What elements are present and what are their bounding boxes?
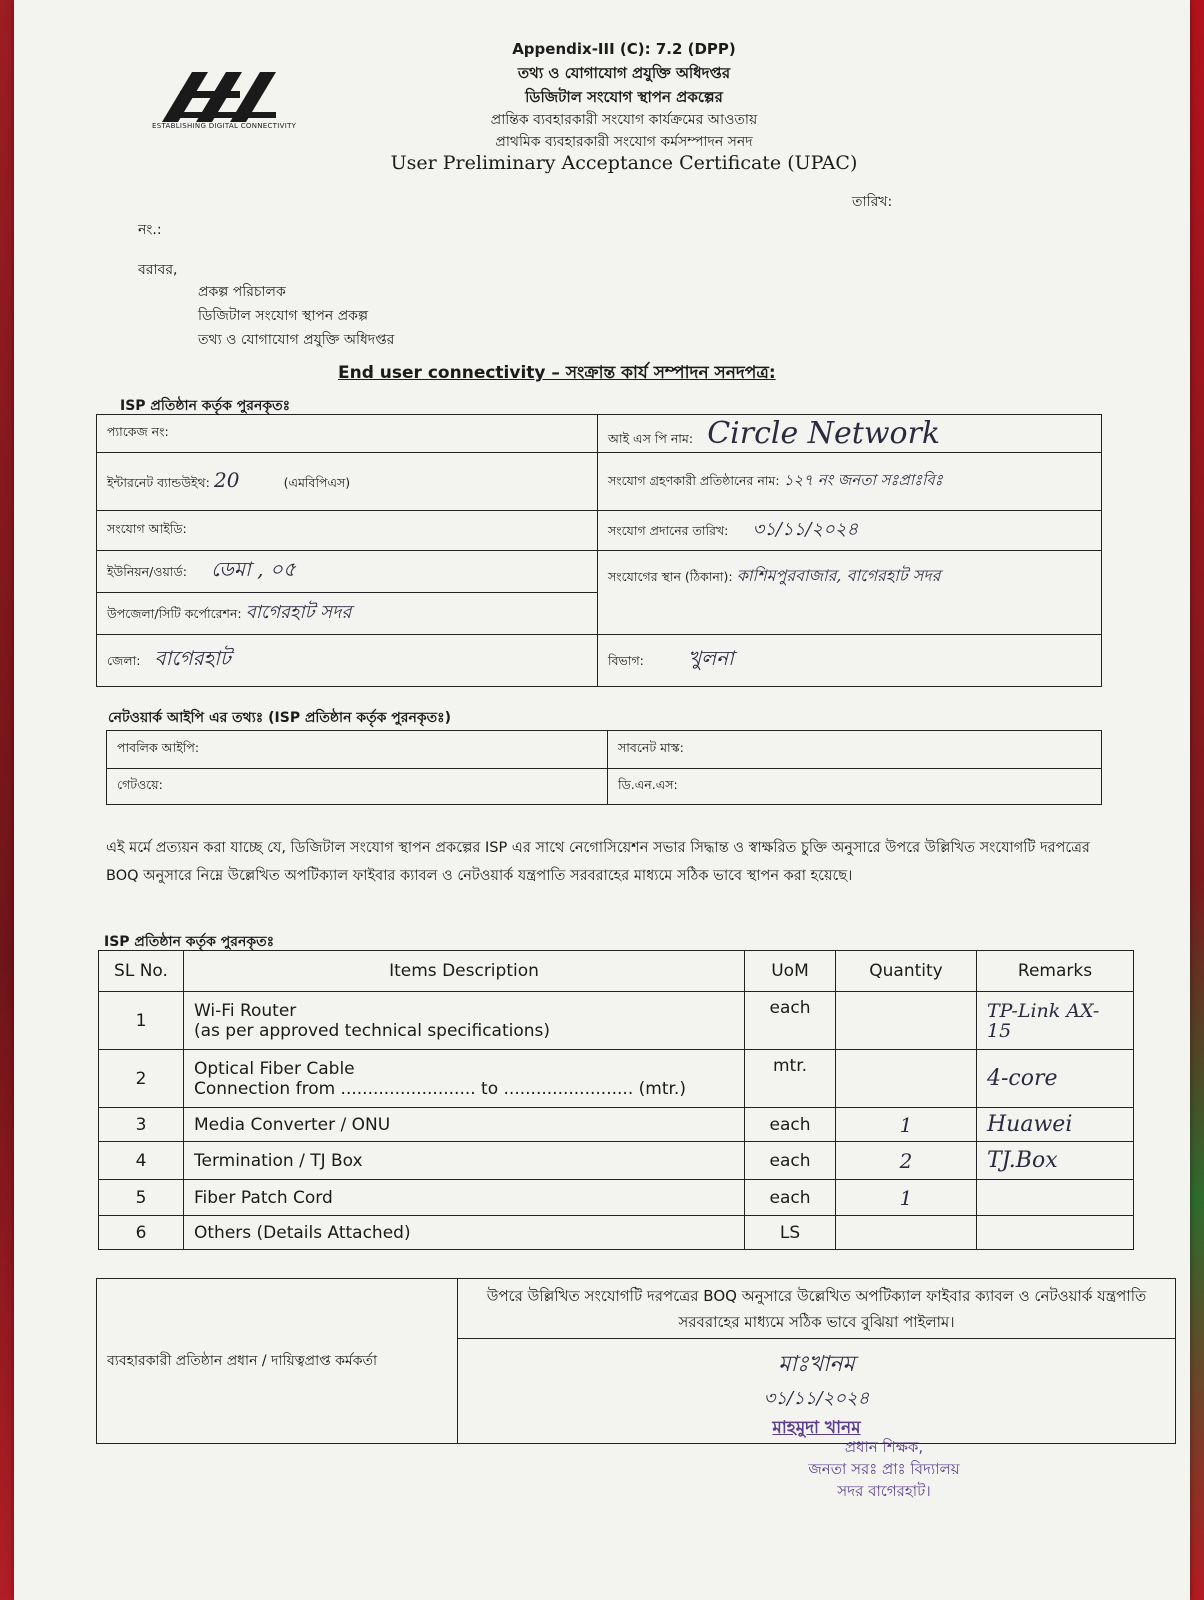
memo-no-label: নং.:	[138, 222, 162, 238]
gateway-label: গেটওয়ে:	[117, 776, 163, 792]
network-info-table	[106, 730, 1102, 805]
header-line-4: প্রাথমিক ব্যবহারকারী সংযোগ কর্মসম্পাদন সনদ	[495, 134, 753, 150]
row-uom: LS	[745, 1216, 836, 1250]
row-remarks: TP-Link AX-15	[977, 992, 1134, 1050]
row-desc: Optical Fiber Cable	[194, 1058, 355, 1079]
bandwidth-unit: (এমবিপিএস)	[283, 475, 351, 490]
network-section-title: নেটওয়ার্ক আইপি এর তথ্যঃ (ISP প্রতিষ্ঠান কর্তৃক পুরনকৃতঃ)	[108, 710, 452, 726]
row-desc: Termination / TJ Box	[184, 1142, 745, 1180]
row-desc-sub: Connection from ......................... to ........................ (mtr.)	[194, 1078, 686, 1099]
row-uom: each	[745, 1142, 836, 1180]
row-uom: each	[745, 1180, 836, 1216]
table-row	[99, 1050, 1134, 1108]
row-desc: Wi-Fi Router	[194, 1000, 297, 1021]
col-remarks: Remarks	[977, 951, 1134, 992]
subnet-label: সাবনেট মাস্ক:	[618, 739, 684, 755]
stamp-line-3: সদর বাগেরহাট।	[837, 1482, 931, 1500]
row-sl: 3	[99, 1108, 184, 1142]
district-value: বাগেরহাট	[154, 646, 231, 670]
row-uom: each	[745, 992, 836, 1050]
address-line-2: ডিজিটাল সংযোগ স্থাপন প্রকল্প	[198, 308, 368, 324]
union-value: ডেমা , ০৫	[211, 557, 296, 581]
district-label: জেলা:	[107, 653, 141, 668]
row-qty	[836, 1050, 977, 1108]
address-line-1: প্রকল্প পরিচালক	[198, 284, 286, 300]
row-desc: Media Converter / ONU	[184, 1108, 745, 1142]
table-row	[99, 1108, 1134, 1142]
appendix-label: Appendix-III (C): 7.2 (DPP)	[512, 40, 736, 58]
header-line-3: প্রান্তিক ব্যবহারকারী সংযোগ কার্যক্রমের আওতায়	[490, 112, 758, 128]
logo-text: ESTABLISHING DIGITAL CONNECTIVITY	[152, 122, 297, 130]
address-to: বরাবর,	[138, 262, 178, 278]
bandwidth-value: 20	[213, 468, 240, 492]
row-desc-sub: (as per approved technical specifications)	[194, 1020, 551, 1041]
org-label: সংযোগ গ্রহণকারী প্রতিষ্ঠানের নাম:	[608, 473, 780, 488]
header-line-1: তথ্য ও যোগাযোগ প্রযুক্তি অধিদপ্তর	[517, 64, 731, 82]
union-label: ইউনিয়ন/ওয়ার্ড:	[107, 564, 187, 579]
row-sl: 6	[99, 1216, 184, 1250]
row-qty: 2	[836, 1142, 977, 1180]
table-row	[99, 992, 1134, 1050]
row-sl: 5	[99, 1180, 184, 1216]
row-desc: Others (Details Attached)	[184, 1216, 745, 1250]
row-uom: mtr.	[745, 1050, 836, 1108]
row-sl: 1	[99, 992, 184, 1050]
stamp-line-1: প্রধান শিক্ষক,	[844, 1438, 924, 1456]
row-remarks: TJ.Box	[977, 1142, 1134, 1180]
header-line-2: ডিজিটাল সংযোগ স্থাপন প্রকল্পের	[525, 88, 723, 106]
row-remarks	[977, 1180, 1134, 1216]
upazila-label: উপজেলা/সিটি কর্পোরেশন:	[107, 606, 242, 621]
division-label: বিভাগ:	[608, 653, 644, 668]
address-line-3: তথ্য ও যোগাযোগ প্রযুক্তি অধিদপ্তর	[198, 332, 395, 348]
division-value: খুলনা	[688, 646, 734, 670]
org-value: ১২৭ নং জনতা সঃপ্রাঃবিঃ	[783, 471, 943, 489]
package-label: প্যাকেজ নং:	[107, 423, 169, 439]
row-remarks: 4-core	[977, 1050, 1134, 1108]
location-label: সংযোগের স্থান (ঠিকানা):	[608, 569, 733, 584]
table-row	[99, 1216, 1134, 1250]
upazila-value: বাগেরহাট সদর	[245, 602, 352, 623]
row-qty: 1	[836, 1180, 977, 1216]
table-row	[99, 1180, 1134, 1216]
declaration-text: এই মর্মে প্রত্যয়ন করা যাচ্ছে যে, ডিজিটাল সংযোগ স্থাপন প্রকল্পের ISP এর সাথে নেগোসিয়েশন সভার সিদ্ধান্ত ও স্বাক্ষরিত চুক্তি অনুসারে উপরে উল্লিখিত সংযোগটি দরপত্রের BOQ অনুসারে নিম্নে উল্লেখিত অপটিক্যাল ফাইবার ক্যাবল ও নেটওয়ার্ক যন্ত্রপাতি সরবরাহের মাধ্যমে সঠিক ভাবে স্থাপন করা হয়েছে।	[106, 840, 1090, 884]
certificate-page	[14, 0, 1190, 1600]
row-qty	[836, 1216, 977, 1250]
acceptance-statement: উপরে উল্লিখিত সংযোগটি দরপত্রের BOQ অনুসারে উল্লেখিত অপটিক্যাল ফাইবার ক্যাবল ও নেটওয়ার্ক যন্ত্রপাতি সরবরাহের মাধ্যমে সঠিক ভাবে বুঝিয়া পাইলাম।	[458, 1279, 1176, 1339]
col-quantity: Quantity	[836, 951, 977, 992]
stamp-name: মাহমুদা খানম	[772, 1418, 861, 1438]
row-sl: 4	[99, 1142, 184, 1180]
signature: মাঃখানম	[778, 1352, 855, 1377]
items-table	[98, 950, 1134, 1250]
dns-label: ডি.এন.এস:	[618, 776, 678, 792]
location-value: কাশিমপুরবাজার, বাগেরহাট সদর	[736, 566, 941, 585]
col-sl: SL No.	[99, 951, 184, 992]
row-remarks: Huawei	[977, 1108, 1134, 1142]
row-uom: each	[745, 1108, 836, 1142]
items-header-row	[99, 951, 1134, 992]
col-description: Items Description	[184, 951, 745, 992]
conn-date-value: ৩১/১১/২০২৪	[752, 519, 859, 540]
isp-section-title: ISP প্রতিষ্ঠান কর্তৃক পুরনকৃতঃ	[120, 398, 291, 414]
items-section-title: ISP প্রতিষ্ঠান কর্তৃক পুরনকৃতঃ	[104, 934, 275, 950]
bandwidth-label: ইন্টারনেট ব্যান্ডউইথ:	[107, 475, 210, 490]
row-sl: 2	[99, 1050, 184, 1108]
stamp-line-2: জনতা সরঃ প্রাঃ বিদ্যালয়	[808, 1460, 960, 1478]
signature-date: ৩১/১১/২০২৪	[763, 1388, 870, 1409]
conn-date-label: সংযোগ প্রদানের তারিখ:	[608, 523, 729, 538]
conn-id-label: সংযোগ আইডি:	[107, 520, 187, 536]
row-desc: Fiber Patch Cord	[184, 1180, 745, 1216]
col-uom: UoM	[745, 951, 836, 992]
acceptance-table	[96, 1278, 1176, 1444]
date-label: তারিখ:	[852, 194, 893, 210]
row-remarks	[977, 1216, 1134, 1250]
acceptance-signatory-label: ব্যবহারকারী প্রতিষ্ঠান প্রধান / দায়িত্বপ্রাপ্ত কর্মকর্তা	[97, 1279, 458, 1444]
row-qty: 1	[836, 1108, 977, 1142]
certificate-title: User Preliminary Acceptance Certificate (UPAC)	[390, 152, 858, 174]
row-qty	[836, 992, 977, 1050]
isp-name-value: Circle Network	[707, 416, 941, 451]
subject-line: End user connectivity – সংক্রান্ত কার্য সম্পাদন সনদপত্র:	[338, 363, 776, 383]
isp-info-table	[96, 414, 1102, 687]
isp-name-label: আই এস পি নাম:	[608, 431, 694, 446]
public-ip-label: পাবলিক আইপি:	[117, 739, 200, 755]
table-row	[99, 1142, 1134, 1180]
